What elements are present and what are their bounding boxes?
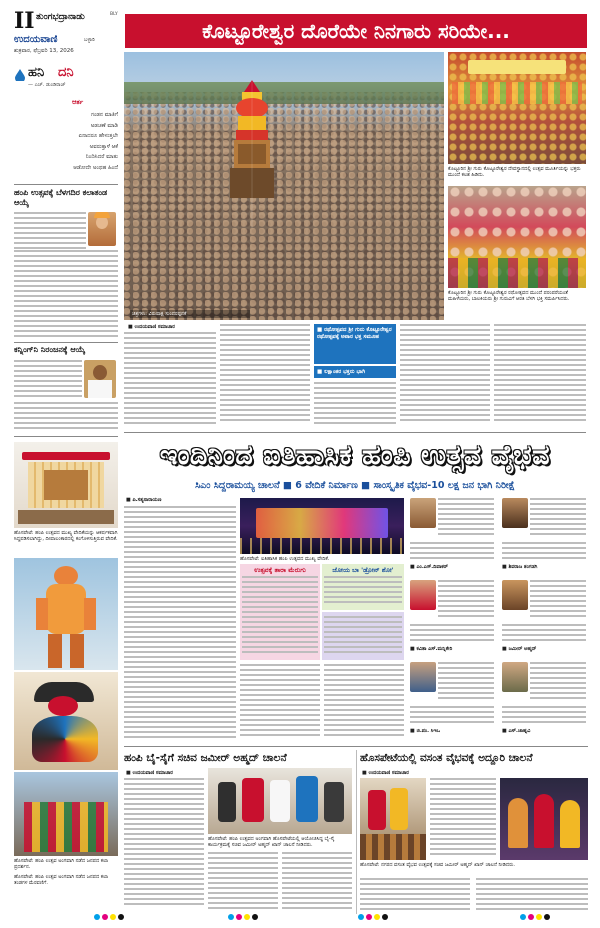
kottur-col5 <box>494 324 586 428</box>
chariot-festival-photo <box>124 52 444 320</box>
dani-title: ದನಿ <box>58 65 74 80</box>
folk-dance-photo <box>14 672 118 770</box>
dancers-photo <box>500 778 588 860</box>
lavender-box <box>322 612 404 660</box>
bottom-left-col1 <box>124 778 204 912</box>
region-name: ತುಂಗಭದ್ರಾನಾಡು <box>36 12 85 22</box>
quote-name: ■ ಶಿವರಾಜ ತಂಗಡಗಿ <box>502 564 538 570</box>
poem-line: ಅಡಚಣೆ ಮಾಡಿ <box>90 122 118 129</box>
quote-name: ■ ಎಸ್.ಜಾಹ್ನವಿ <box>502 728 531 734</box>
portrait <box>502 662 528 692</box>
left-story2-headline: ಕನ್ನಿಂಗ್‌ನಿ ನಿರಂಜನಕ್ಕೆ ಆಯ್ಕೆ <box>14 345 86 354</box>
kottur-col1 <box>124 332 216 428</box>
hampi-headline: ಇಂದಿನಿಂದ ಐತಿಹಾಸಿಕ ಹಂಪಿ ಉತ್ಸವ ವೈಭವ <box>159 440 551 471</box>
hampi-col2 <box>240 664 320 742</box>
chariot-icon <box>222 78 282 228</box>
poem-line: ಗಂಡನ ಮಾತಿಗೆ <box>90 112 118 118</box>
left-story2-photo <box>84 360 116 398</box>
edition-code: BLY <box>110 12 118 17</box>
drone-show-box <box>322 564 404 610</box>
left-story1-headline: ಹಂಪಿ ಉತ್ಸವಕ್ಕೆ ಬೆಳಗದಿರ ಕಲಾತಂಡ ಆಯ್ಕೆ <box>14 188 108 207</box>
page-number: II <box>14 8 35 34</box>
bottom-left-headline: ಹಂಪಿ ಬೈ-ಸೈಗೆ ಸಚಿವ ಜಮೀರ್ ಅಹ್ಮದ್ ಚಾಲನೆ <box>124 752 287 764</box>
bottom-right-byline: ■ ಉದಯವಾಣಿ ಸಮಾಚಾರ <box>362 770 409 776</box>
registration-marks <box>94 914 124 920</box>
poem-lines <box>44 110 118 173</box>
folk-parade-photo <box>14 772 118 856</box>
banner-headline: ಕೊಟ್ಟೂರೇಶ್ವರ ದೊರೆಯೇ ನಿನಗಾರು ಸರಿಯೇ... <box>202 19 510 43</box>
quote-card <box>408 496 496 576</box>
left-photo-caption2: ಹೊಸಪೇಟೆ: ಹಂಪಿ ಉತ್ಸವ ಅಂಗವಾಗಿ ನಡೆದ ಜನಪದ ಕಲಾ ಪ್ರದರ್ಶನ. <box>14 858 109 870</box>
portrait <box>502 580 528 610</box>
hani-dani-box <box>14 66 118 182</box>
quotes-grid <box>408 496 588 742</box>
aarti-women-photo <box>448 186 586 288</box>
hampi-byline: ■ ಪಿ.ಸತ್ಯನಾರಾಯಣ <box>126 497 162 503</box>
left-story2-body <box>14 360 82 402</box>
dateline: ಶುಕ್ರವಾರ, ಫೆಬ್ರವರಿ 13, 2026 <box>14 48 74 54</box>
registration-marks <box>228 914 258 920</box>
quote-card <box>500 578 588 658</box>
kottur-col2 <box>220 324 310 428</box>
star-glam-box <box>240 564 320 660</box>
hani-dani-logo <box>14 66 26 78</box>
left-photo-caption1: ಹೊಸಪೇಟೆ: ಹಂಪಿ ಉತ್ಸವದ ಮುಖ್ಯ ವೇದಿಕೆಯನ್ನು ಆಕರ್ಷಕವಾಗಿ ಸಿದ್ಧಪಡಿಸಲಾಗಿದ್ದು, ದೀಪಾಲಂಕಾರದಲ್ಲಿ ಕಂಗೊಳಿಸುತ್ತಿರುವ ವೇದಿಕೆ. <box>14 530 118 542</box>
poem-title: ಆರ್ತ <box>72 98 84 106</box>
quote-name: ■ ಜಮೀರ್ ಅಹ್ಮದ್ <box>502 646 537 652</box>
edition-name: ಬಳ್ಳಾರಿ <box>84 37 95 43</box>
quote-card <box>500 496 588 576</box>
left-story1-photo <box>88 212 116 246</box>
main-stage-photo <box>240 498 404 554</box>
quote-name: ■ ಎಂ.ಎಸ್.ದಿವಾಕರ್ <box>410 564 448 570</box>
bottom-right-caption: ಹೊಸಪೇಟೆ: ನಗರದ ವಸಂತ ವೈಭವ ಉತ್ಸವಕ್ಕೆ ಸಚಿವ ಜಮೀರ್ ಅಹ್ಮದ್ ಖಾನ್ ಚಾಲನೆ ನೀಡಿದರು. <box>360 862 515 868</box>
kottur-col3 <box>314 382 396 428</box>
lavender-body <box>324 616 402 658</box>
registration-marks <box>520 914 550 920</box>
portrait <box>410 580 436 610</box>
kottur-col4 <box>400 324 490 428</box>
bottom-right-headline: ಹೊಸಪೇಟೆಯಲ್ಲಿ ವಸಂತ ವೈಭವಕ್ಕೆ ಅದ್ದೂರಿ ಚಾಲನೆ <box>360 752 533 764</box>
hani-title: ಹನಿ <box>28 65 45 80</box>
star-glam-body <box>242 576 318 658</box>
bottom-left-col2 <box>208 852 278 912</box>
main-photo-credit: ಚಿತ್ರಗಳು: ವಿರುಪಾಕ್ಷ ಸುಂದರಪ್ಪನಕೆ <box>130 310 250 318</box>
bike-rally-photo <box>208 768 352 834</box>
quote-card <box>500 660 588 740</box>
hampi-col1 <box>124 506 236 742</box>
hampi-subhead: ಸಿಎಂ ಸಿದ್ದರಾಮಯ್ಯ ಚಾಲನೆ ■ 6 ವೇದಿಕೆ ನಿರ್ಮಾಣ ■ ಸಾಂಸ್ಕೃತಿಕ ವೈಭವ-10 ಲಕ್ಷ ಜನ ಭಾಗಿ ನಿರೀಕ್ಷೆ <box>195 480 515 491</box>
drop-icon <box>14 69 26 81</box>
poem-line: ಅವರುತ್ತಾಳೆ ಆಕೆ <box>89 143 118 150</box>
bottom-right-col1 <box>430 778 496 860</box>
sidebar-item-2: ■ ಲಕ್ಷಾಂತರ ಭಕ್ತರು ಭಾಗಿ <box>317 369 366 375</box>
masthead <box>14 10 124 62</box>
star-glam-title: ಉತ್ಸವಕ್ಕೆ ತಾರಾ ಮೆರುಗು <box>254 566 306 574</box>
bottom-left-byline: ■ ಉದಯವಾಣಿ ಸಮಾಚಾರ <box>126 770 173 776</box>
kottur-sidebar-2 <box>314 366 396 378</box>
bottom-left-caption: ಹೊಸಪೇಟೆ: ಹಂಪಿ ಉತ್ಸವದ ಅಂಗವಾಗಿ ಹೊಸಪೇಟೆಯಲ್ಲಿ ಆಯೋಜಿಸಿದ್ದ ಬೈ-ಸೈ ಕಾರ್ಯಕ್ರಮಕ್ಕೆ ಸಚಿವ ಜಮೀರ್ ಅಹ್ಮದ್ ಖಾನ್ ಚಾಲನೆ ನೀಡಿದರು. <box>208 836 335 848</box>
hanuman-statue-photo <box>14 558 118 670</box>
quote-card <box>408 660 496 740</box>
registration-marks <box>358 914 388 920</box>
poem-line: ಆಡೋದೇ ಅಂಥಹ ಹಿಂದೆ <box>73 164 118 171</box>
kottur-byline: ■ ಉದಯವಾಣಿ ಸಮಾಚಾರ <box>128 324 175 330</box>
bottom-left-col3 <box>282 852 352 912</box>
quote-name: ■ ಜಿ.ಪಂ. ಸಿಇಒ <box>410 728 441 734</box>
right-bottom-caption: ಕೊಟ್ಟೂರಿನ ಶ್ರೀ ಗುರು ಕೊಟ್ಟೂರೇಶ್ವರ ರಥೋತ್ಸವದ ಮುಂದೆ ಪರಂಪರೆಯಂತೆ ಮಹಿಳೆಯರು, ಬಾಲಕಿಯರು ಶ್ರೀ ಗುರುವಿಗೆ ಆರತಿ ಬೆಳಗಿ ಭಕ್ತಿ ಸಮರ್ಪಿಸಿದರು. <box>448 290 570 302</box>
poem-author: — ಎಚ್. ಡುಂಡಿರಾಜ್ <box>28 82 66 88</box>
vasanta-vaibhava-photo <box>360 778 426 860</box>
quote-name: ■ ಕವಿತಾ ಎಸ್.ಮನ್ನಿಕೇರಿ <box>410 646 453 652</box>
stage-lights-photo <box>14 442 118 528</box>
poem-line: ನಿಂದಿಸಿದರೆ ಮಾತು <box>85 154 118 160</box>
left-story1-body <box>14 212 86 250</box>
kottur-sidebar <box>314 324 396 364</box>
drone-show-body <box>324 576 402 608</box>
left-photo-caption3: ಹೊಸಪೇಟೆ: ಹಂಪಿ ಉತ್ಸವ ಅಂಗವಾಗಿ ನಡೆದ ಜನಪದ ಕಲಾ ತಂಡಗಳ ಮೆರವಣಿಗೆ. <box>14 874 109 886</box>
quote-card <box>408 578 496 658</box>
left-story2-body2 <box>14 402 118 434</box>
portrait <box>410 662 436 692</box>
bottom-right-col2 <box>360 878 470 912</box>
right-top-caption: ಕೊಟ್ಟೂರಿನ ಶ್ರೀ ಗುರು ಕೊಟ್ಟೂರೇಶ್ವರ ದೇವಸ್ಥಾನದಲ್ಲಿ ಉತ್ಸವ ಮೂರ್ತಿಯನ್ನು ಭಕ್ತರು ಮುಂದೆ ಕಲಶ ಹಿಡಿದು. <box>448 166 581 178</box>
top-banner <box>125 14 587 48</box>
left-story1-body2 <box>14 250 118 340</box>
stage-caption: ಹೊಸಪೇಟೆ: ಐತಿಹಾಸಿಕ ಹಂಪಿ ಉತ್ಸವದ ಮುಖ್ಯ ವೇದಿಕೆ. <box>240 556 330 562</box>
sidebar-item-1: ■ ರಥೋತ್ಸವದ ಶ್ರೀ ಗುರು ಕೊಟ್ಟೂರೇಶ್ವರ ರಥೋತ್ಸವಕ್ಕೆ ಅಪಾರ ಭಕ್ತ ಸಮೂಹ <box>317 327 392 340</box>
hampi-col3 <box>324 664 404 742</box>
portrait <box>502 498 528 528</box>
paper-name: ಉದಯವಾಣಿ <box>14 34 58 45</box>
temple-procession-photo <box>448 52 586 164</box>
bottom-right-col3 <box>476 878 588 912</box>
drone-show-title: ಜೋಯ ಬಾ 'ಡ್ರೋನ್ ಶೋ' <box>332 566 394 574</box>
hampi-subhead-bar <box>124 478 586 494</box>
portrait <box>410 498 436 528</box>
poem-line: ಏನಾದರೂ ಹೇಳುತ್ತಲೇ <box>78 133 118 139</box>
